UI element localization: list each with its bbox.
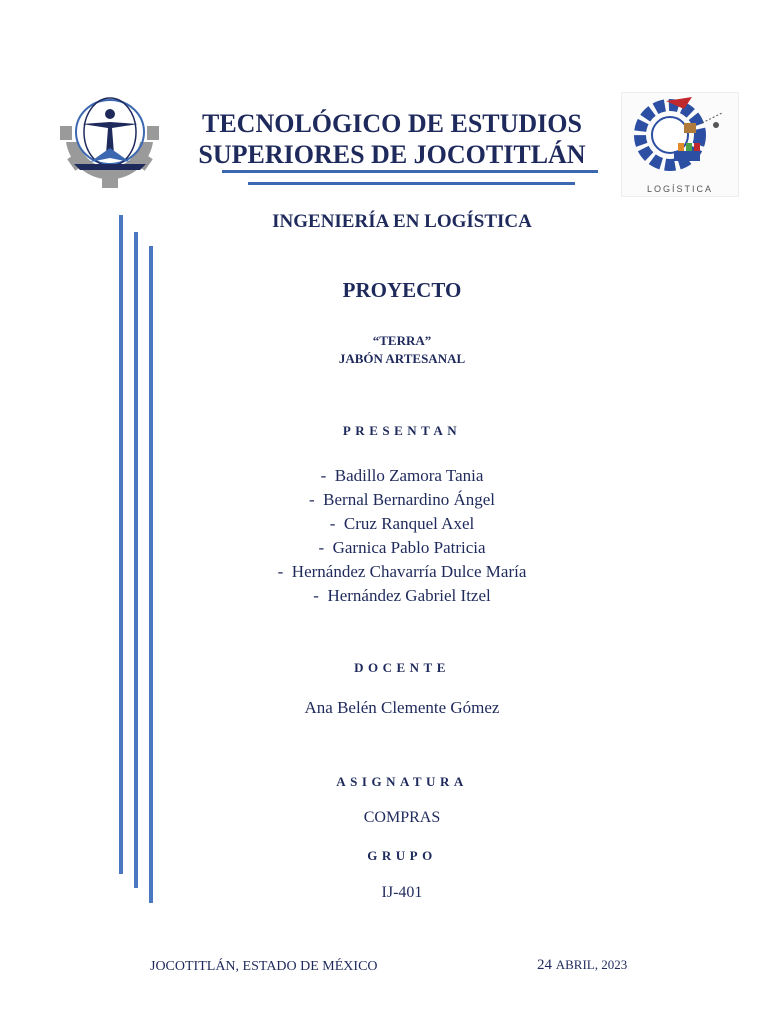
list-item: [180, 560, 624, 584]
title-underline-1: [222, 170, 598, 173]
logistics-logo: [621, 92, 739, 197]
title-line-2: SUPERIORES DE JOCOTITLÁN: [198, 140, 586, 169]
list-item: [180, 536, 624, 560]
presenters-label: PRESENTAN: [342, 423, 462, 438]
dash: -: [313, 586, 319, 605]
project-heading: PROYECTO: [342, 278, 462, 302]
presenters-list: [180, 464, 624, 608]
group-label: GRUPO: [367, 848, 437, 863]
footer-date-rest: ABRIL, 2023: [555, 957, 628, 972]
gear-icon: [52, 92, 167, 190]
list-item: [180, 488, 624, 512]
presenter-name: Cruz Ranquel Axel: [343, 514, 475, 533]
subject-label: ASIGNATURA: [336, 774, 468, 789]
footer-date: [537, 957, 627, 974]
presenter-name: Hernández Gabriel Itzel: [327, 586, 491, 605]
vertical-bar-2: [134, 232, 138, 888]
presenter-name: Garnica Pablo Patricia: [332, 538, 486, 557]
dash: -: [320, 466, 327, 485]
institution-logo: [52, 92, 167, 190]
title-line-1: TECNOLÓGICO DE ESTUDIOS: [202, 109, 582, 138]
subject-name: COMPRAS: [363, 809, 441, 826]
footer-location: JOCOTITLÁN, ESTADO DE MÉXICO: [150, 959, 378, 974]
dash: -: [308, 490, 315, 509]
vertical-bar-3: [149, 246, 153, 903]
teacher-name: Ana Belén Clemente Gómez: [304, 698, 500, 717]
list-item: [180, 512, 624, 536]
career-name: INGENIERÍA EN LOGÍSTICA: [272, 211, 532, 232]
presenter-name: Bernal Bernardino Ángel: [323, 490, 495, 509]
presenter-name: Hernández Chavarría Dulce María: [291, 562, 527, 581]
dash: -: [329, 514, 336, 533]
vertical-bar-1: [119, 215, 123, 874]
list-item: [180, 584, 624, 608]
footer-date-day: 24: [537, 957, 552, 973]
dash: -: [277, 562, 284, 581]
presenter-name: Badillo Zamora Tania: [334, 466, 484, 485]
project-subtitle: JABÓN ARTESANAL: [338, 351, 466, 366]
teacher-label: DOCENTE: [354, 660, 450, 675]
logistics-logo-label: LOGÍSTICA: [646, 184, 713, 194]
group-name: IJ-401: [381, 884, 423, 901]
institution-title: [180, 108, 604, 170]
list-item: [180, 464, 624, 488]
dash: -: [318, 538, 325, 557]
project-name: “TERRA”: [372, 333, 432, 348]
title-underline-2: [248, 182, 575, 185]
logistics-gear-icon: [622, 93, 738, 179]
